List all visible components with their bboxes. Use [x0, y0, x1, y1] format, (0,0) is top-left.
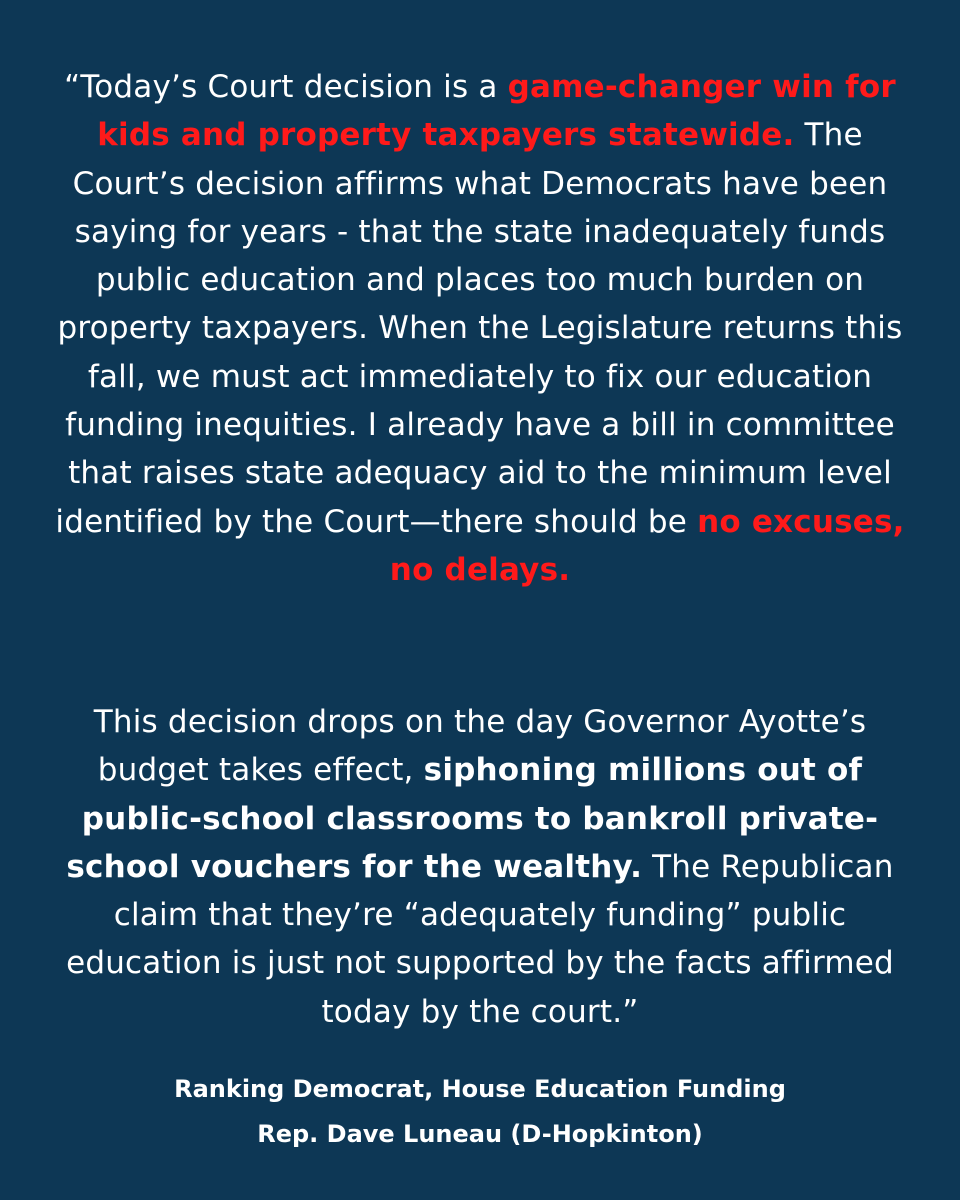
- attribution-title: Ranking Democrat, House Education Funding: [174, 1075, 786, 1103]
- quote-paragraph-1: [40, 63, 920, 594]
- attribution: [40, 1067, 920, 1157]
- quote-p2-bold-1: siphoning millions out of public-school classrooms to bankroll private-school vouchers for the wealthy.: [66, 752, 879, 885]
- quote-p1-text-1: “Today’s Court decision is a: [64, 69, 508, 105]
- quote-paragraph-2: [40, 698, 920, 1036]
- quote-p1-highlight-1: game-changer win for kids and property taxpayers statewide.: [97, 69, 896, 154]
- quote-p2-text-2: The Republican claim that they’re “adequately funding” public education is just not supported by the facts affirmed today by the court.”: [66, 848, 894, 1030]
- quote-p1-highlight-2: no excuses, no delays.: [389, 503, 905, 588]
- quote-p1-text-2: The Court’s decision affirms what Democrats have been saying for years - that the state inadequately funds public education and places too much burden on property taxpayers. When the Legislature returns this fall, we must act immediately to fix our education funding inequities. I already have a bill in committee that raises state adequacy aid to the minimum level identified by the Court—there should be: [55, 117, 903, 540]
- quote-p2-text-1: This decision drops on the day Governor Ayotte’s budget takes effect,: [93, 704, 867, 789]
- attribution-name: Rep. Dave Luneau (D-Hopkinton): [257, 1120, 703, 1148]
